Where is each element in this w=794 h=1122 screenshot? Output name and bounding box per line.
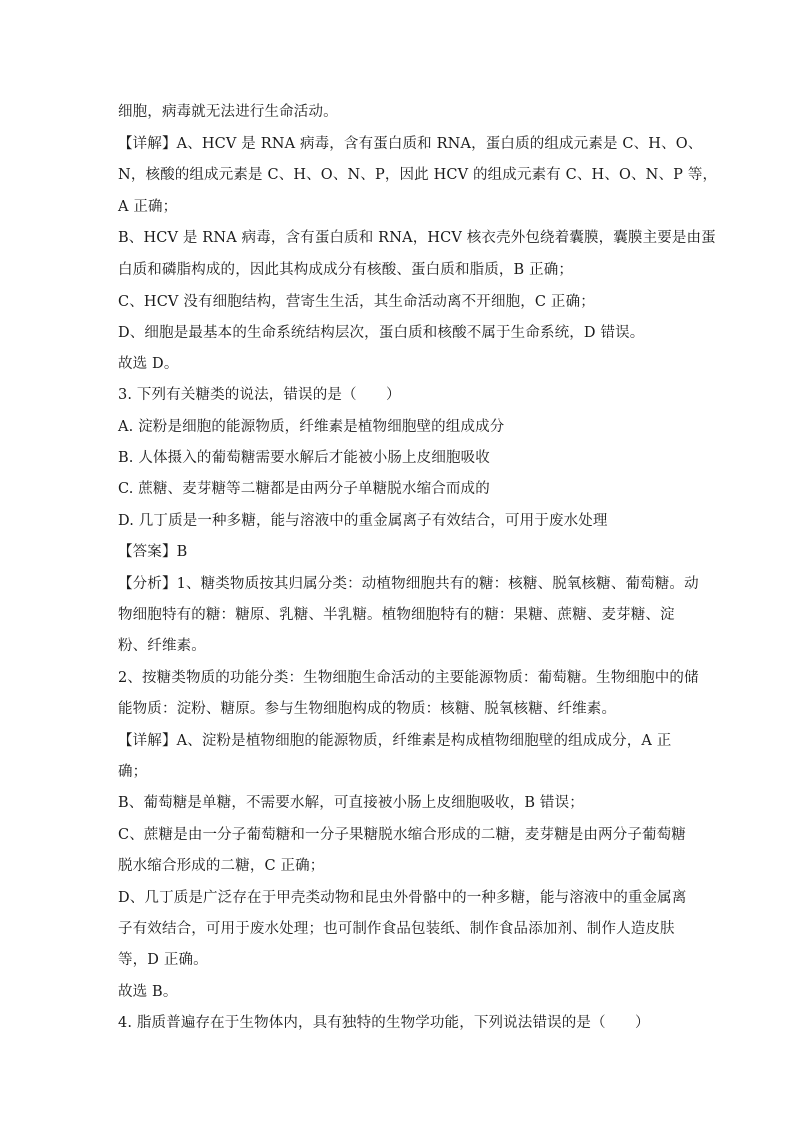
text-line: C、HCV 没有细胞结构，营寄生生活，其生命活动离不开细胞，C 正确； bbox=[118, 294, 595, 310]
answer-line: 【答案】B bbox=[118, 544, 188, 560]
text-line: 【分析】1、糖类物质按其归属分类：动植物细胞共有的糖：核糖、脱氧核糖、葡萄糖。动 bbox=[118, 576, 699, 592]
text-line: 粉、纤维素。 bbox=[118, 638, 206, 654]
text-line: 物细胞特有的糖：糖原、乳糖、半乳糖。植物细胞特有的糖：果糖、蔗糖、麦芽糖、淀 bbox=[118, 607, 675, 623]
text-line: 【详解】A、淀粉是植物细胞的能源物质，纤维素是构成植物细胞壁的组成成分，A 正 bbox=[118, 733, 672, 749]
text-line: 子有效结合，可用于废水处理；也可制作食品包装纸、制作食品添加剂、制作人造皮肤 bbox=[118, 921, 675, 937]
option-a: A. 淀粉是细胞的能源物质，纤维素是植物细胞壁的组成成分 bbox=[118, 419, 505, 435]
text-line: 白质和磷脂构成的，因此其构成成分有核酸、蛋白质和脂质，B 正确； bbox=[118, 262, 574, 278]
question-stem: 4. 脂质普遍存在于生物体内，具有独特的生物学功能，下列说法错误的是（ ） bbox=[118, 1015, 650, 1031]
text-line: A 正确； bbox=[118, 199, 178, 215]
text-line: 细胞，病毒就无法进行生命活动。 bbox=[118, 104, 338, 120]
text-line: D、几丁质是广泛存在于甲壳类动物和昆虫外骨骼中的一种多糖，能与溶液中的重金属离 bbox=[118, 890, 687, 906]
text-line: 脱水缩合形成的二糖，C 正确； bbox=[118, 858, 325, 874]
option-b: B. 人体摄入的葡萄糖需要水解后才能被小肠上皮细胞吸收 bbox=[118, 450, 490, 466]
text-line: 能物质：淀粉、糖原。参与生物细胞构成的物质：核糖、脱氧核糖、纤维素。 bbox=[118, 701, 617, 717]
option-d: D. 几丁质是一种多糖，能与溶液中的重金属离子有效结合，可用于废水处理 bbox=[118, 513, 608, 529]
text-line: 故选 D。 bbox=[118, 356, 179, 372]
question-stem: 3. 下列有关糖类的说法，错误的是（ ） bbox=[118, 387, 401, 403]
text-line: 故选 B。 bbox=[118, 984, 178, 1000]
text-line: 【详解】A、HCV 是 RNA 病毒，含有蛋白质和 RNA，蛋白质的组成元素是 C、H、O、 bbox=[118, 136, 703, 152]
text-line: D、细胞是最基本的生命系统结构层次，蛋白质和核酸不属于生命系统，D 错误。 bbox=[118, 325, 645, 341]
text-line: B、葡萄糖是单糖，不需要水解，可直接被小肠上皮细胞吸收，B 错误； bbox=[118, 795, 584, 811]
text-line: 确； bbox=[118, 764, 148, 780]
text-line: N，核酸的组成元素是 C、H、O、N、P，因此 HCV 的组成元素有 C、H、O、N、P 等， bbox=[118, 167, 718, 183]
text-line: 等，D 正确。 bbox=[118, 952, 208, 968]
text-line: 2、按糖类物质的功能分类：生物细胞生命活动的主要能源物质：葡萄糖。生物细胞中的储 bbox=[118, 670, 699, 686]
option-c: C. 蔗糖、麦芽糖等二糖都是由两分子单糖脱水缩合而成的 bbox=[118, 481, 490, 497]
text-line: C、蔗糖是由一分子葡萄糖和一分子果糖脱水缩合形成的二糖，麦芽糖是由两分子葡萄糖 bbox=[118, 827, 686, 843]
text-line: B、HCV 是 RNA 病毒，含有蛋白质和 RNA，HCV 核衣壳外包绕着囊膜，囊膜主要是由蛋 bbox=[118, 230, 716, 246]
